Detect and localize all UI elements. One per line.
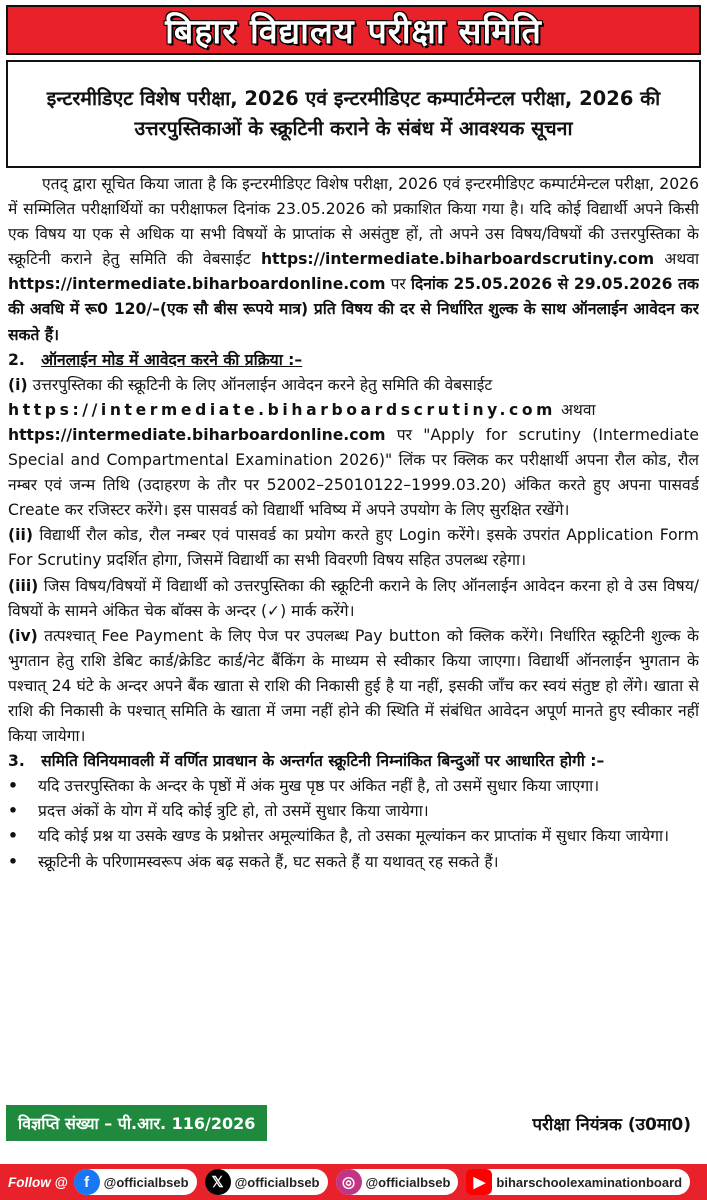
notice-subject-box xyxy=(6,60,701,168)
bullet-dot: • xyxy=(8,777,18,796)
facebook-icon: f xyxy=(74,1169,100,1195)
intro-or: अथवा xyxy=(654,250,699,269)
x-handle: @officialbseb xyxy=(234,1174,320,1190)
step-iii-label: (iii) xyxy=(8,576,39,595)
bullet-item xyxy=(8,850,699,875)
instagram-handle: @officialbseb xyxy=(365,1174,451,1190)
step-i-or: अथवा xyxy=(556,400,596,419)
notice-footer xyxy=(6,1105,701,1141)
step-iv-text: तत्पश्चात् Fee Payment के लिए पेज पर उपलब्ध Pay button को क्लिक करेंगे। निर्धारित स्क्रूटिनी शुल्क के भुगतान हेतु राशि डेबिट कार्ड/क्रेडिट कार्ड/नेट बैंकिंग के माध्यम से स्वीकार किया जाएगा। विद्यार्थी ऑनलाईन भुगतान के पश्चात् 24 घंटे के अन्दर अपने बैंक खाता से राशि की निकासी हुई है या नहीं, इसकी जाँच कर स्वयं संतुष्ट हो लेंगे। खाता से राशि की निकासी के पश्चात् समिति के खाता में जमा नहीं होने की स्थिति में संबंधित आवेदन अपूर्ण मानते हुए स्वीकार नहीं किया जायेगा। xyxy=(8,626,699,746)
bullet-dot: • xyxy=(8,852,18,871)
section-2-number: 2. xyxy=(8,350,25,369)
application-deadline: दिनांक 25.05.2026 से 29.05.2026 तक की अवधि में रू0 120/–(एक सौ बीस रूपये मात्र) प्रति विषय की दर से निर्धारित शुल्क के साथ ऑनलाईन आवेदन कर सकते हैं। xyxy=(8,275,699,344)
intro-paragraph xyxy=(8,172,699,348)
section-3-title: समिति विनियमावली में वर्णित प्रावधान के अन्तर्गत स्क्रूटिनी निम्नांकित बिन्दुओं पर आधारित होगी :– xyxy=(41,752,605,771)
youtube-link[interactable] xyxy=(466,1169,690,1195)
bullet-text: यदि कोई प्रश्न या उसके खण्ड के प्रश्नोत्तर अमूल्यांकित है, तो उसका मूल्यांकन कर प्राप्तांक में सुधार किया जायेगा। xyxy=(38,827,669,846)
section-3-number: 3. xyxy=(8,752,25,771)
x-icon: 𝕏 xyxy=(205,1169,231,1195)
bullet-item xyxy=(8,824,699,849)
notice-header xyxy=(6,5,701,55)
section-2-title: ऑनलाईन मोड में आवेदन करने की प्रक्रिया :– xyxy=(41,350,303,369)
scrutiny-website-link[interactable]: https://intermediate.biharboardscrutiny.com xyxy=(260,250,655,269)
bullet-dot: • xyxy=(8,802,18,821)
step-ii-text: विद्यार्थी रौल कोड, रौल नम्बर एवं पासवर्ड का प्रयोग करते हुए Login करेंगे। इसके उपरांत Application Form For Scrutiny प्रदर्शित होगा, जिसमें विद्यार्थी का सभी विवरणी विषय सहित उपलब्ध रहेगा। xyxy=(8,526,699,570)
notice-number-badge xyxy=(6,1105,267,1141)
follow-label: Follow @ xyxy=(8,1174,68,1190)
social-bar xyxy=(0,1164,707,1200)
step-i-label: (i) xyxy=(8,375,28,394)
bullet-item xyxy=(8,774,699,799)
instagram-icon: ◎ xyxy=(336,1169,362,1195)
bullet-text: स्क्रूटिनी के परिणामस्वरूप अंक बढ़ सकते हैं, घट सकते हैं या यथावत् रह सकते हैं। xyxy=(38,852,499,871)
intro-text-2: पर xyxy=(385,275,411,294)
step-i-scrutiny-link[interactable]: https://intermediate.biharboardscrutiny.com xyxy=(8,400,557,419)
section-3-heading xyxy=(8,749,699,774)
step-ii xyxy=(8,523,699,573)
instagram-link[interactable] xyxy=(336,1169,459,1195)
youtube-handle: biharschoolexaminationboard xyxy=(496,1174,683,1190)
facebook-handle: @officialbseb xyxy=(103,1174,189,1190)
section-2-heading xyxy=(8,348,699,373)
bullet-text: प्रदत्त अंकों के योग में यदि कोई त्रुटि हो, तो उसमें सुधार किया जायेगा। xyxy=(38,802,429,821)
bullet-dot: • xyxy=(8,827,18,846)
bullet-text: यदि उत्तरपुस्तिका के अन्दर के पृष्ठों में अंक मुख पृष्ठ पर अंकित नहीं है, तो उसमें सुधार किया जाएगा। xyxy=(38,777,600,796)
step-iii-text: जिस विषय/विषयों में विद्यार्थी को उत्तरपुस्तिका की स्क्रूटिनी कराने के लिए ऑनलाईन आवेदन करना हो वे उस विषय/विषयों के सामने अंकित चेक बॉक्स के अन्दर (✓) मार्क करेंगे। xyxy=(8,576,699,620)
step-i-text-2: पर "Apply for scrutiny (Intermediate Special and Compartmental Examination 2026)" लिंक पर क्लिक कर परीक्षार्थी अपना रौल कोड, रौल नम्बर एवं जन्म तिथि (उदाहरण के तौर पर 52002–25010122–1999.03.20) अंकित करते हुए अपना पासवर्ड Create कर रजिस्टर करेंगे। इस पासवर्ड को विद्यार्थी भविष्य में अपने उपयोग के लिए सुरक्षित रखेंगे। xyxy=(8,425,699,520)
x-link[interactable] xyxy=(205,1169,328,1195)
step-iv-label: (iv) xyxy=(8,626,38,645)
step-ii-label: (ii) xyxy=(8,526,33,545)
online-website-link[interactable]: https://intermediate.biharboardonline.com xyxy=(8,275,386,294)
exam-controller-signature: परीक्षा नियंत्रक (उ0मा0) xyxy=(532,1114,691,1135)
intro-text: एतद् द्वारा सूचित किया जाता है कि इन्टरमीडिएट विशेष परीक्षा, 2026 एवं इन्टरमीडिएट कम्पार्टमेन्टल परीक्षा, 2026 में सम्मिलित परीक्षार्थियों का परीक्षाफल दिनांक 23.05.2026 को प्रकाशित किया गया है। यदि कोई विद्यार्थी अपने किसी एक विषय या एक से अधिक या सभी विषयों के प्राप्तांक से असंतुष्ट हों, तो अपने उस विषय/विषयों की उत्तरपुस्तिका के स्क्रूटिनी कराने हेतु समिति की वेबसाईट xyxy=(8,175,699,269)
notice-body xyxy=(8,172,699,1092)
facebook-link[interactable] xyxy=(74,1169,197,1195)
bullet-item xyxy=(8,799,699,824)
step-i xyxy=(8,373,699,524)
step-i-text: उत्तरपुस्तिका की स्क्रूटिनी के लिए ऑनलाईन आवेदन करने हेतु समिति की वेबसाईट xyxy=(27,375,493,394)
board-title: बिहार विद्यालय परीक्षा समिति xyxy=(165,12,542,52)
step-i-online-link[interactable]: https://intermediate.biharboardonline.com xyxy=(8,425,386,444)
step-iv xyxy=(8,624,699,749)
youtube-icon: ▶ xyxy=(466,1169,492,1195)
step-iii xyxy=(8,574,699,624)
notice-subject: इन्टरमीडिएट विशेष परीक्षा, 2026 एवं इन्टरमीडिएट कम्पार्टमेन्टल परीक्षा, 2026 की उत्तरपुस्तिकाओं के स्क्रूटिनी कराने के संबंध में आवश्यक सूचना xyxy=(46,87,661,140)
notice-number: विज्ञप्ति संख्या – पी.आर. 116/2026 xyxy=(18,1114,256,1133)
